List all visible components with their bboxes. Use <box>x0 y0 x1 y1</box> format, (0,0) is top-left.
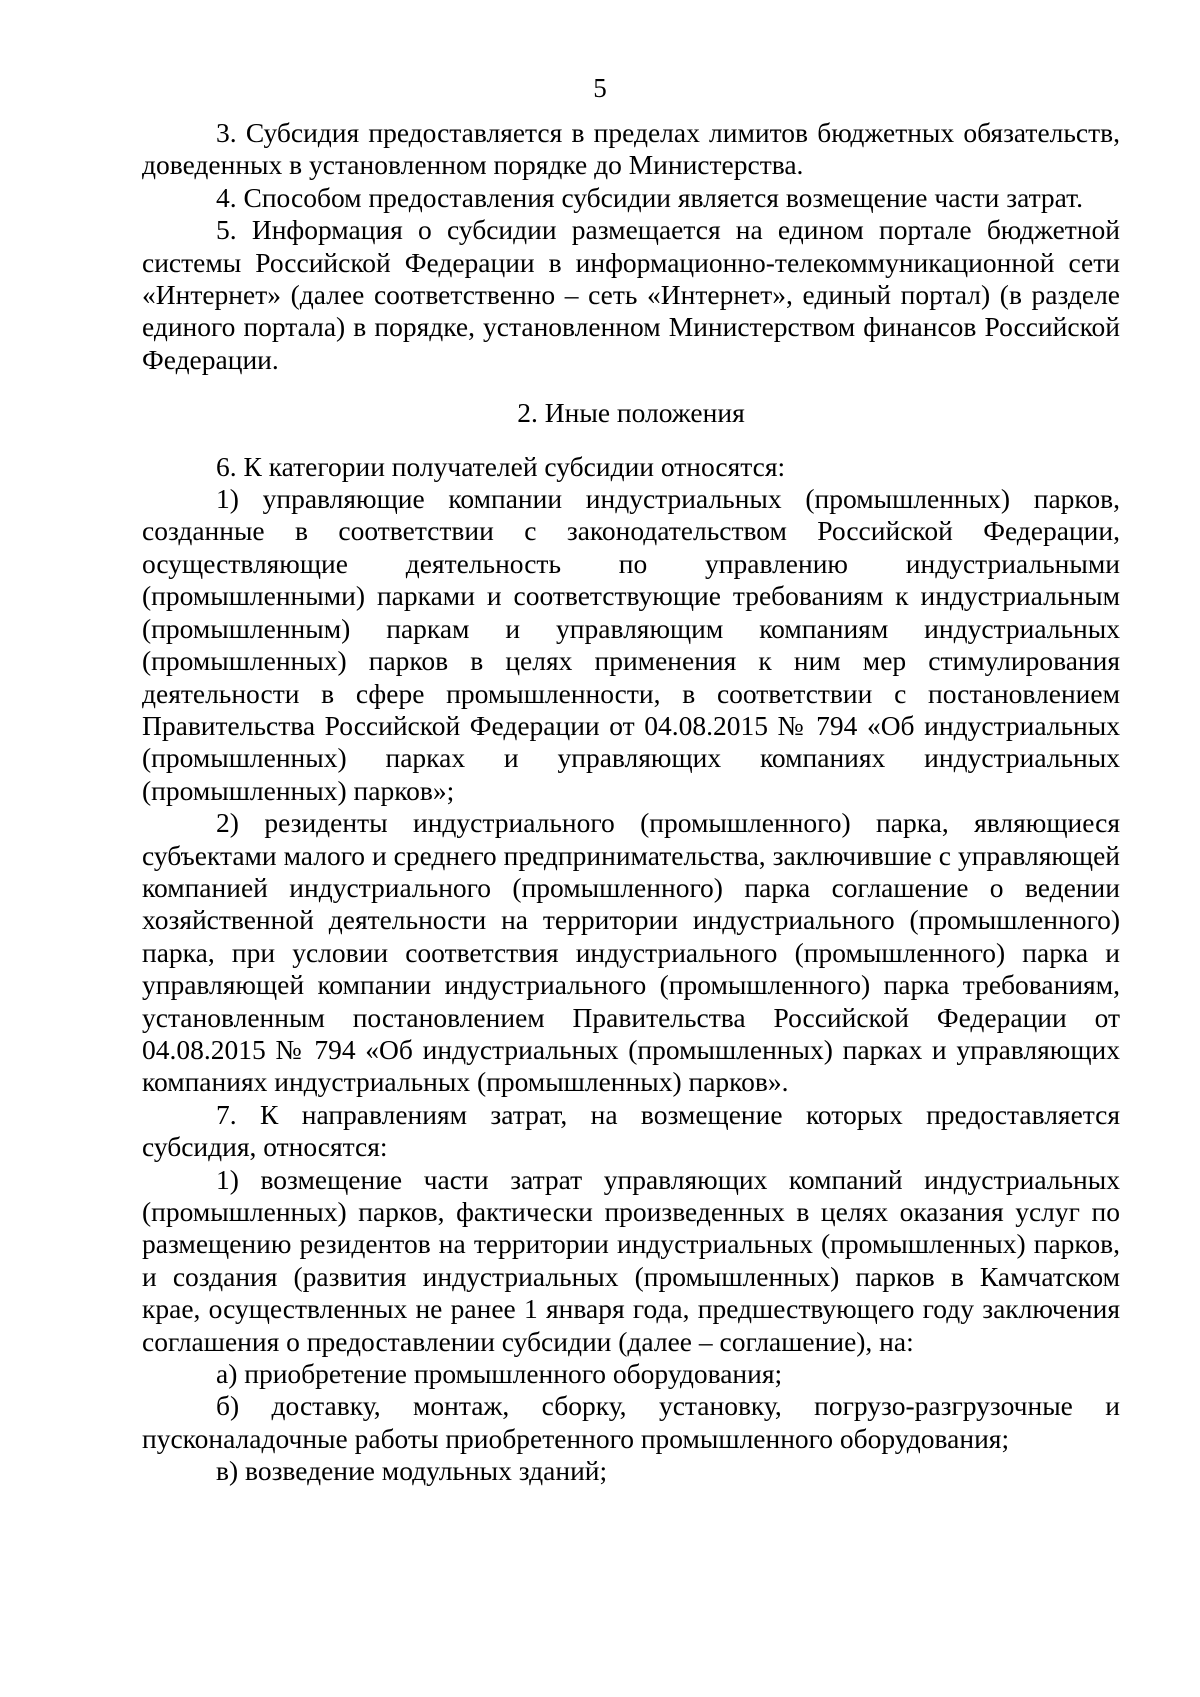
paragraph-5: 5. Информация о субсидии размещается на едином портале бюджетной системы Российской Федерации в информационно-телекоммуникационной сети «Интернет» (далее соответственно – сеть «Интернет», единый портал) (в разделе единого портала) в порядке, установленном Министерством финансов Российской Федерации. <box>142 214 1120 375</box>
page-number: 5 <box>593 73 607 103</box>
paragraph-6-item-1: 1) управляющие компании индустриальных (промышленных) парков, созданные в соответствии с законодательством Российской Федерации, осуществляющие деятельность по управлению индустриальными (промышленными) парками и соответствующие требованиям к индустриальным (промышленным) паркам и управляющим компаниям индустриальных (промышленных) парков в целях применения к ним мер стимулирования деятельности в сфере промышленности, в соответствии с постановлением Правительства Российской Федерации от 04.08.2015 № 794 «Об индустриальных (промышленных) парках и управляющих компаниях индустриальных (промышленных) парков»; <box>142 483 1120 806</box>
paragraph-6-item-2: 2) резиденты индустриального (промышленного) парка, являющиеся субъектами малого и среднего предпринимательства, заключившие с управляющей компанией индустриального (промышленного) парка соглашение о ведении хозяйственной деятельности на территории индустриального (промышленного) парка, при условии соответствия индустриального (промышленного) парка и управляющей компании индустриального (промышленного) парка требованиям, установленным постановлением Правительства Российской Федерации от 04.08.2015 № 794 «Об индустриальных (промышленных) парках и управляющих компаниях индустриальных (промышленных) парков». <box>142 807 1120 1098</box>
paragraph-7: 7. К направлениям затрат, на возмещение которых предоставляется субсидия, относятся: <box>142 1098 1120 1163</box>
paragraph-6: 6. К категории получателей субсидии относятся: <box>216 450 786 482</box>
paragraph-7-item-1: 1) возмещение части затрат управляющих компаний индустриальных (промышленных) парков, фактически произведенных в целях оказания услуг по размещению резидентов на территории индустриальных (промышленных) парков, и создания (развития индустриальных (промышленных) парков в Камчатском крае, осуществленных не ранее 1 января года, предшествующего году заключения соглашения о предоставлении субсидии (далее – соглашение), на: <box>142 1163 1120 1357</box>
section-heading: 2. Иные положения <box>517 397 745 429</box>
paragraph-4: 4. Способом предоставления субсидии является возмещение части затрат. <box>216 181 1083 213</box>
paragraph-3: 3. Субсидия предоставляется в пределах лимитов бюджетных обязательств, доведенных в установленном порядке до Министерства. <box>142 117 1120 181</box>
subitem-v: в) возведение модульных зданий; <box>216 1455 608 1487</box>
document-body <box>142 117 1120 1488</box>
subitem-b: б) доставку, монтаж, сборку, установку, погрузо-разгрузочные и пусконаладочные работы приобретенного промышленного оборудования; <box>142 1390 1120 1454</box>
subitem-a: а) приобретение промышленного оборудования; <box>216 1358 783 1390</box>
